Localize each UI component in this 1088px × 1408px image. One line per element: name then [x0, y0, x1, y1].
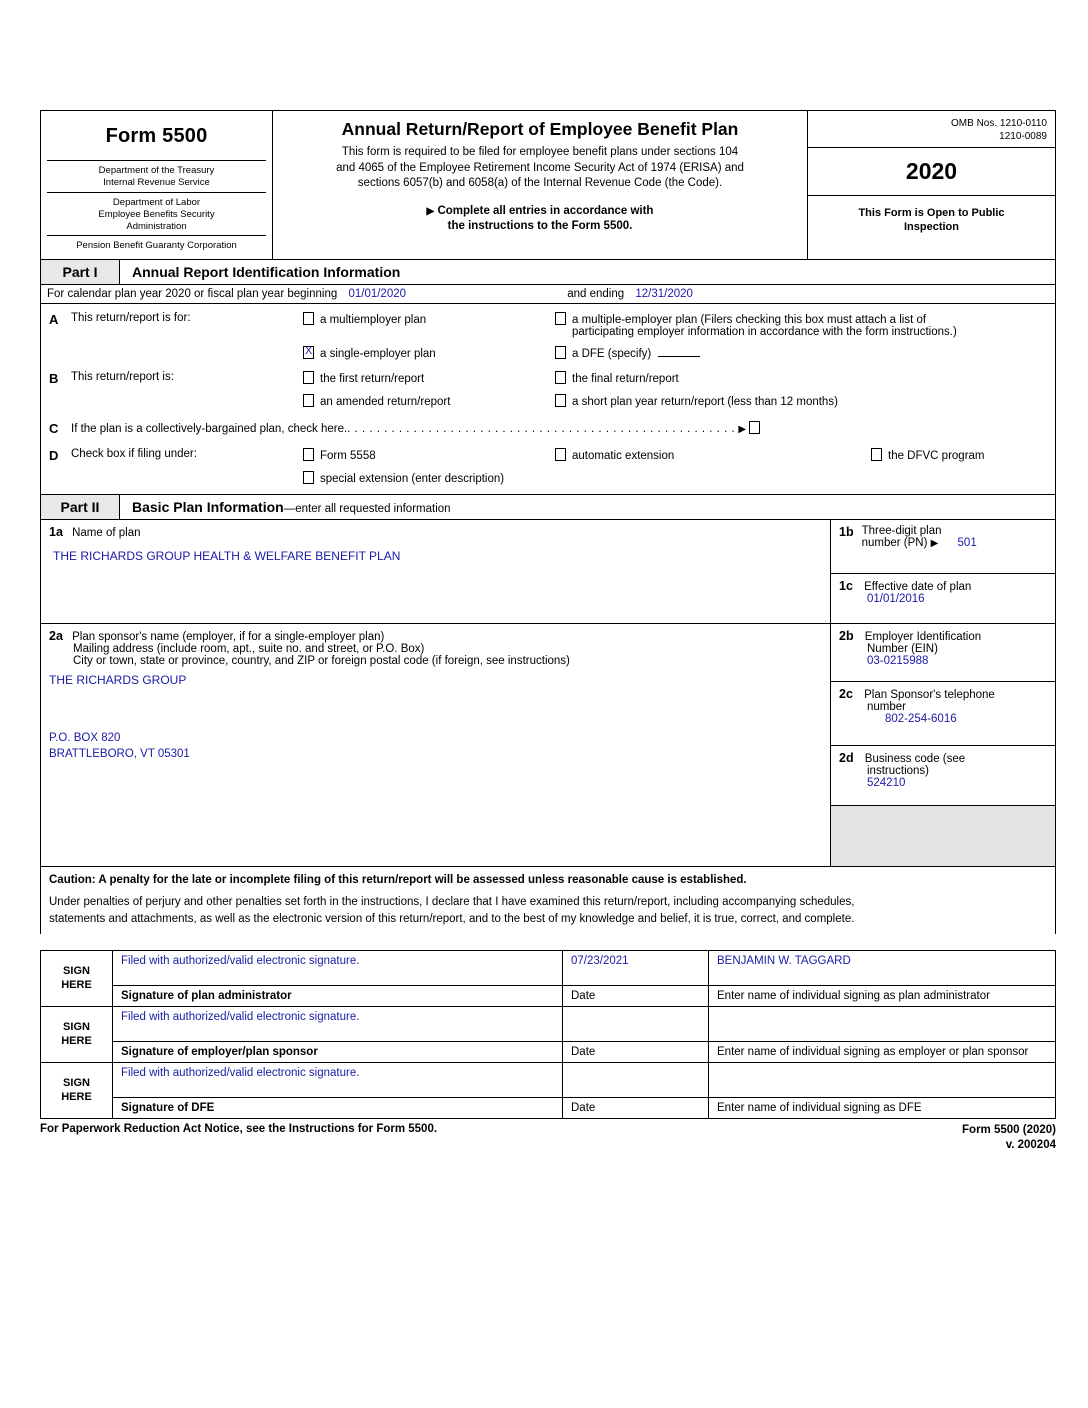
question-a-option-multiemployer[interactable]: a multiemployer plan: [303, 312, 555, 338]
field-2c-label-line2: number: [867, 701, 906, 714]
question-d-option-form-5558[interactable]: Form 5558: [303, 448, 555, 463]
sign-here-line1-dfe: SIGN: [63, 1076, 90, 1089]
signature-block-administrator: [41, 951, 1055, 1007]
triangle-right-icon-pn: ▶: [930, 538, 939, 550]
checkbox-short-plan-year[interactable]: [555, 394, 566, 407]
field-1b: [831, 520, 1055, 574]
question-b-option-first-return[interactable]: the first return/report: [303, 371, 555, 386]
part-1-questions: [41, 304, 1055, 494]
agency-treasury: [47, 160, 266, 192]
form-subtitle-line3: sections 6057(b) and 6058(a) of the Internal Revenue Code (the Code).: [357, 177, 723, 190]
part-2-body: [40, 520, 1056, 866]
question-a-letter-spacer: [49, 346, 71, 361]
question-d-label: Check box if filing under:: [71, 448, 197, 461]
admin-signature-label: Signature of plan administrator: [113, 986, 563, 1006]
field-2b-label-line2: Number (EIN): [867, 643, 938, 656]
plan-year-prefix: For calendar plan year 2020 or fiscal plan year beginning: [47, 288, 338, 301]
agency-labor: [47, 192, 266, 236]
field-1b-label-line1: Three-digit plan: [861, 525, 942, 538]
field-2d: [831, 746, 1055, 806]
field-2d-label-line1: Business code (see: [864, 753, 966, 766]
plan-year-end-date[interactable]: 12/31/2020: [635, 288, 693, 301]
sign-here-employer: [41, 1007, 113, 1062]
field-2a-label-line2: Mailing address (include room, apt., suite no. and street, or P.O. Box): [73, 643, 425, 656]
checkbox-final-return[interactable]: [555, 371, 566, 384]
checkbox-collectively-bargained[interactable]: [749, 421, 760, 434]
plan-year-line: [41, 285, 1055, 304]
field-1c-number: 1c: [839, 579, 853, 594]
agency-pbgc: [47, 235, 266, 255]
header-omb-block: [808, 111, 1055, 259]
form-subtitle-line2: and 4065 of the Employee Retirement Income Security Act of 1974 (ERISA) and: [336, 161, 744, 174]
complete-instruction-line2: the instructions to the Form 5500.: [447, 220, 633, 233]
form-5500-page: [40, 110, 1056, 1154]
question-d-option-dfvc[interactable]: the DFVC program: [871, 448, 1047, 463]
part-2-left-column: [41, 520, 831, 866]
complete-instruction-line1: ▶ Complete all entries in accordance with: [426, 204, 654, 217]
field-2c-number: 2c: [839, 687, 853, 702]
question-a-option-multiple-employer[interactable]: a multiple-employer plan (Filers checking this box must attach a list of participating employer information in accordance with the form instructions.): [555, 312, 1047, 338]
question-a-label-spacer: [71, 346, 303, 361]
dfe-date-value[interactable]: [563, 1063, 709, 1097]
dfe-signature-label: Signature of DFE: [113, 1098, 563, 1118]
field-1a-number: 1a: [49, 525, 63, 540]
part-2-bar: [40, 494, 1056, 520]
field-2c-label-line1: Plan Sponsor's telephone: [864, 689, 995, 702]
sponsor-address-line1[interactable]: P.O. BOX 820: [49, 732, 121, 745]
part-1-title: Annual Report Identification Information: [132, 264, 401, 281]
question-c-dots: . . . . . . . . . . . . . . . . . . . . . . . . . . . . . . . . . . . . . . . . . . . . . . . . . . . . .: [347, 423, 736, 436]
page-footer: [40, 1123, 1056, 1154]
agency-labor-line3: Administration: [126, 220, 187, 232]
form-subtitle-line1: This form is required to be filed for employee benefit plans under sections 104: [341, 146, 739, 158]
perjury-line2: statements and attachments, as well as the electronic version of this return/report, and to the best of my knowledge and belief, it is true, correct, and complete.: [49, 912, 855, 925]
checkbox-dfe[interactable]: [555, 346, 566, 359]
form-header: [40, 110, 1056, 259]
sign-here-line2-employer: HERE: [61, 1035, 92, 1048]
field-1c-label: Effective date of plan: [864, 581, 972, 594]
plan-year-ending-label: and ending: [567, 288, 625, 301]
field-1b-label: [862, 525, 977, 549]
question-b-label-spacer: [71, 394, 303, 409]
field-2b: [831, 624, 1055, 682]
question-d-letter-spacer: [49, 471, 71, 486]
field-2a-label-line3: City or town, state or province, country, and ZIP or foreign postal code (if foreign, see instructions): [73, 655, 570, 668]
field-1a: [41, 520, 830, 624]
dfe-signature-value[interactable]: Filed with authorized/valid electronic signature.: [113, 1063, 563, 1097]
checkbox-dfvc-program[interactable]: [871, 448, 882, 461]
field-2a-label-line1: Plan sponsor's name (employer, if for a single-employer plan): [72, 631, 385, 644]
paperwork-notice: For Paperwork Reduction Act Notice, see the Instructions for Form 5500.: [40, 1122, 438, 1135]
employer-date-label: Date: [563, 1042, 709, 1062]
header-agency-block: [41, 111, 273, 259]
checkbox-multiple-employer-plan[interactable]: [555, 312, 566, 325]
agency-labor-line1: Department of Labor: [112, 196, 201, 208]
field-2a: [41, 624, 830, 856]
question-d-option-special-extension[interactable]: special extension (enter description): [303, 471, 1047, 486]
checkbox-special-extension[interactable]: [303, 471, 314, 484]
form-main-title: Annual Return/Report of Employee Benefit Plan: [341, 119, 739, 139]
admin-date-label: Date: [563, 986, 709, 1006]
field-2b-label-line1: Employer Identification: [864, 631, 982, 644]
signature-table: [40, 950, 1056, 1119]
checkbox-single-employer-plan[interactable]: [303, 346, 314, 359]
employer-signature-label: Signature of employer/plan sponsor: [113, 1042, 563, 1062]
dfe-name-value[interactable]: [709, 1063, 1055, 1097]
checkbox-automatic-extension[interactable]: [555, 448, 566, 461]
dfe-date-label: Date: [563, 1098, 709, 1118]
question-b-option-short-plan-year[interactable]: a short plan year return/report (less than 12 months): [555, 394, 1047, 409]
sign-here-dfe: [41, 1063, 113, 1118]
field-2a-number: 2a: [49, 629, 63, 644]
admin-signature-value[interactable]: Filed with authorized/valid electronic signature.: [113, 951, 563, 985]
field-2d-label-line2: instructions): [867, 765, 929, 778]
field-1b-number: 1b: [839, 525, 854, 540]
part-2-title-suffix: —enter all requested information: [283, 503, 451, 516]
triangle-right-icon: ▶: [426, 205, 435, 217]
open-public-line1: This Form is Open to Public: [858, 207, 1005, 219]
agency-pbgc-line1: Pension Benefit Guaranty Corporation: [76, 240, 237, 252]
employer-signature-value[interactable]: Filed with authorized/valid electronic signature.: [113, 1007, 563, 1041]
question-b-letter-spacer: [49, 394, 71, 409]
caution-text: Caution: A penalty for the late or incomplete filing of this return/report will be assessed unless reasonable cause is established.: [49, 874, 747, 887]
field-filler: [831, 806, 1055, 866]
sign-here-line2-dfe: HERE: [61, 1091, 92, 1104]
admin-date-value[interactable]: 07/23/2021: [563, 951, 709, 985]
question-a-option-single-employer[interactable]: Xa single-employer plan: [303, 346, 555, 361]
form-title: Form 5500: [105, 125, 208, 147]
admin-name-label: Enter name of individual signing as plan administrator: [717, 989, 990, 1002]
business-code-value[interactable]: 524210: [867, 777, 906, 790]
sign-here-line1-employer: SIGN: [63, 1020, 90, 1033]
checkbox-first-return[interactable]: [303, 371, 314, 384]
admin-name-value[interactable]: BENJAMIN W. TAGGARD: [717, 954, 851, 967]
part-1-label: Part I: [41, 260, 120, 284]
sign-here-line1: SIGN: [63, 964, 90, 977]
agency-labor-line2: Employee Benefits Security: [98, 208, 215, 220]
question-a-label: This return/report is for:: [71, 312, 191, 325]
employer-name-value[interactable]: [709, 1007, 1055, 1041]
effective-date-value[interactable]: 01/01/2016: [867, 593, 925, 606]
part-2-right-column: [831, 520, 1055, 866]
question-c-letter: C: [49, 421, 59, 437]
plan-number-value[interactable]: 501: [957, 537, 977, 550]
dfe-name-label: Enter name of individual signing as DFE: [717, 1101, 922, 1114]
part-2-title: Basic Plan Information—enter all requested information: [132, 499, 451, 516]
caution-block: [40, 866, 1056, 933]
footer-version: v. 200204: [1005, 1139, 1056, 1152]
question-b-label: This return/report is:: [71, 371, 174, 384]
checkbox-multiemployer-plan[interactable]: [303, 312, 314, 325]
field-1c: [831, 574, 1055, 624]
employer-name-label: Enter name of individual signing as employer or plan sponsor: [717, 1045, 1029, 1058]
agency-treasury-line1: Department of the Treasury: [98, 165, 215, 176]
part-1-body: [40, 285, 1056, 494]
ein-value[interactable]: 03-0215988: [867, 655, 929, 668]
plan-year-begin-date[interactable]: 01/01/2020: [348, 288, 407, 301]
sign-here-line2: HERE: [61, 979, 92, 992]
question-d-option-automatic-extension[interactable]: automatic extension: [555, 448, 871, 463]
question-d-letter: D: [49, 448, 59, 464]
signature-block-employer: [41, 1007, 1055, 1063]
field-2c: [831, 682, 1055, 746]
checkbox-form-5558[interactable]: [303, 448, 314, 461]
field-2d-number: 2d: [839, 751, 854, 766]
question-c-text: If the plan is a collectively-bargained plan, check here.. . . . . . . . . . . . . . . . . . . . . . . . . . . . . . . . . . . . . . . . . . . . . . . . . . . . . ▶: [71, 421, 1047, 436]
field-2b-number: 2b: [839, 629, 854, 644]
header-title-block: [273, 111, 808, 259]
part-2-label: Part II: [41, 495, 120, 519]
signature-block-dfe: [41, 1063, 1055, 1118]
question-b-option-amended-return[interactable]: an amended return/report: [303, 394, 555, 409]
question-d-label-spacer: [71, 471, 303, 486]
question-a-option-multiple-employer-line2: participating employer information in accordance with the form instructions.): [572, 326, 957, 339]
employer-date-value[interactable]: [563, 1007, 709, 1041]
dfe-specify-field[interactable]: [658, 356, 700, 357]
agency-treasury-line2: Internal Revenue Service: [103, 176, 210, 188]
plan-name-value[interactable]: THE RICHARDS GROUP HEALTH & WELFARE BENEFIT PLAN: [53, 549, 401, 564]
form-year: 2020: [808, 147, 1055, 196]
footer-form-id: Form 5500 (2020): [962, 1123, 1056, 1136]
omb-line2: 1210-0089: [999, 131, 1047, 142]
question-a-letter: A: [49, 312, 59, 328]
part-1-bar: [40, 259, 1056, 285]
question-b-letter: B: [49, 371, 59, 387]
sponsor-address-line2[interactable]: BRATTLEBORO, VT 05301: [49, 747, 190, 760]
omb-line1: OMB Nos. 1210-0110: [951, 118, 1047, 129]
field-1b-label-line2: number (PN): [861, 537, 928, 550]
triangle-right-icon-c: ▶: [738, 424, 747, 436]
perjury-line1: Under penalties of perjury and other penalties set forth in the instructions, I declare that I have examined this return/report, including accompanying schedules,: [49, 896, 855, 909]
sign-here-administrator: [41, 951, 113, 1006]
open-public-line2: Inspection: [903, 221, 959, 234]
field-1a-label: Name of plan: [72, 527, 141, 540]
checkbox-amended-return[interactable]: [303, 394, 314, 407]
question-b-option-final-return[interactable]: the final return/report: [555, 371, 1047, 386]
question-a-option-dfe[interactable]: a DFE (specify): [555, 346, 1047, 361]
phone-value[interactable]: 802-254-6016: [885, 713, 957, 726]
sponsor-name-value[interactable]: THE RICHARDS GROUP: [49, 673, 187, 688]
